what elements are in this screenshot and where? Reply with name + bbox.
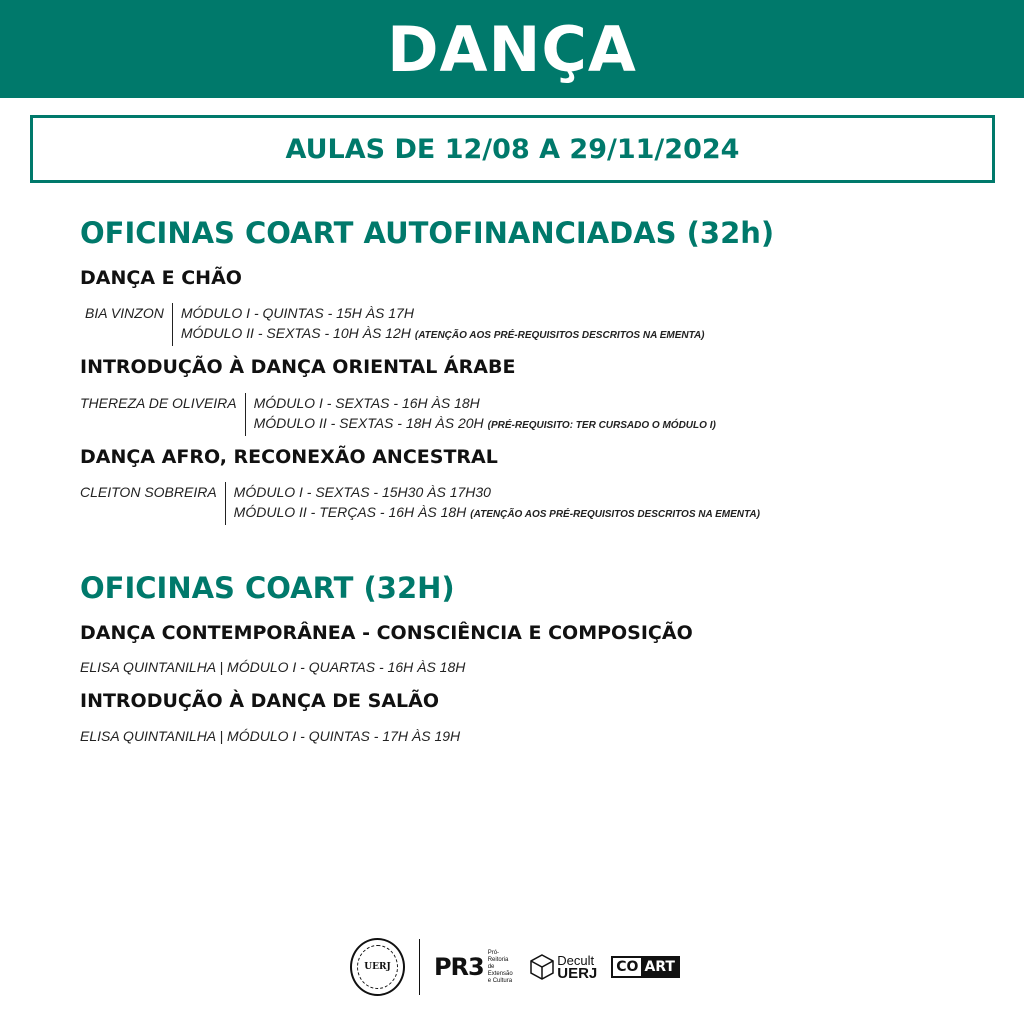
teacher-name: BIA VINZON bbox=[85, 305, 164, 321]
footer-logos bbox=[350, 938, 680, 996]
course-title-danca-oriental: INTRODUÇÃO À DANÇA ORIENTAL ÁRABE bbox=[80, 356, 516, 378]
course-title-danca-afro: DANÇA AFRO, RECONEXÃO ANCESTRAL bbox=[80, 446, 498, 468]
module-list bbox=[225, 482, 760, 525]
page-title: DANÇA bbox=[387, 12, 637, 86]
seal-text: UERJ bbox=[364, 962, 391, 972]
module-line bbox=[234, 502, 760, 525]
header-banner bbox=[0, 0, 1024, 98]
coart-art: ART bbox=[641, 958, 678, 976]
module-line bbox=[254, 393, 716, 413]
pr3-subtitle-line: Pró-Reitoria bbox=[487, 949, 509, 963]
pr3-mark: PR3 bbox=[433, 953, 484, 981]
teacher-name: THEREZA DE OLIVEIRA bbox=[80, 395, 237, 411]
module-line bbox=[254, 413, 716, 436]
dates-box bbox=[30, 115, 995, 183]
coart-co: CO bbox=[616, 959, 639, 975]
pr3-subtitle-line: de Extensão bbox=[487, 963, 513, 977]
seal-ring bbox=[357, 945, 398, 989]
module-text: MÓDULO II - TERÇAS - 16H ÀS 18H bbox=[233, 504, 467, 520]
module-list bbox=[245, 393, 716, 436]
section-title-autofinanciadas: OFICINAS COART AUTOFINANCIADAS (32h) bbox=[80, 216, 775, 250]
pr3-logo bbox=[434, 950, 516, 985]
course-schedule bbox=[80, 482, 760, 525]
course-title-danca-e-chao: DANÇA E CHÃO bbox=[80, 267, 242, 289]
module-line bbox=[234, 482, 760, 502]
uerj-seal-logo bbox=[350, 938, 405, 996]
dates-label: AULAS DE 12/08 A 29/11/2024 bbox=[285, 133, 740, 165]
module-text: MÓDULO I - SEXTAS - 15H30 ÀS 17H30 bbox=[233, 484, 491, 500]
decult-logo bbox=[530, 954, 597, 980]
module-text: MÓDULO I - QUINTAS - 15H ÀS 17H bbox=[180, 305, 414, 321]
decult-name: Decult bbox=[557, 953, 595, 968]
module-note: (ATENÇÃO AOS PRÉ-REQUISITOS DESCRITOS NA EMENTA) bbox=[414, 330, 705, 341]
course-schedule-line: ELISA QUINTANILHA | MÓDULO I - QUARTAS - 16H ÀS 18H bbox=[80, 659, 466, 675]
module-text: MÓDULO II - SEXTAS - 18H ÀS 20H bbox=[253, 415, 484, 431]
module-text: MÓDULO I - SEXTAS - 16H ÀS 18H bbox=[253, 395, 480, 411]
module-note: (PRÉ-REQUISITO: TER CURSADO O MÓDULO I) bbox=[487, 420, 716, 431]
pr3-subtitle bbox=[488, 950, 517, 985]
course-schedule bbox=[85, 303, 705, 346]
course-schedule bbox=[80, 393, 716, 436]
decult-uerj: UERJ bbox=[557, 965, 598, 982]
course-title-danca-de-salao: INTRODUÇÃO À DANÇA DE SALÃO bbox=[80, 690, 440, 712]
coart-logo bbox=[611, 956, 680, 978]
module-line bbox=[181, 303, 705, 323]
module-list bbox=[172, 303, 705, 346]
logo-divider bbox=[419, 939, 420, 995]
module-text: MÓDULO II - SEXTAS - 10H ÀS 12H bbox=[180, 325, 411, 341]
decult-text bbox=[557, 954, 597, 980]
module-line bbox=[181, 323, 705, 346]
course-title-danca-contemporanea: DANÇA CONTEMPORÂNEA - CONSCIÊNCIA E COMPOSIÇÃO bbox=[80, 622, 693, 644]
section-title-coart: OFICINAS COART (32H) bbox=[80, 571, 455, 605]
module-note: (ATENÇÃO AOS PRÉ-REQUISITOS DESCRITOS NA EMENTA) bbox=[470, 509, 760, 520]
teacher-name: CLEITON SOBREIRA bbox=[80, 484, 217, 500]
course-schedule-line: ELISA QUINTANILHA | MÓDULO I - QUINTAS - 17H ÀS 19H bbox=[80, 728, 461, 744]
pr3-subtitle-line: e Cultura bbox=[487, 977, 513, 984]
cube-icon bbox=[530, 954, 554, 980]
